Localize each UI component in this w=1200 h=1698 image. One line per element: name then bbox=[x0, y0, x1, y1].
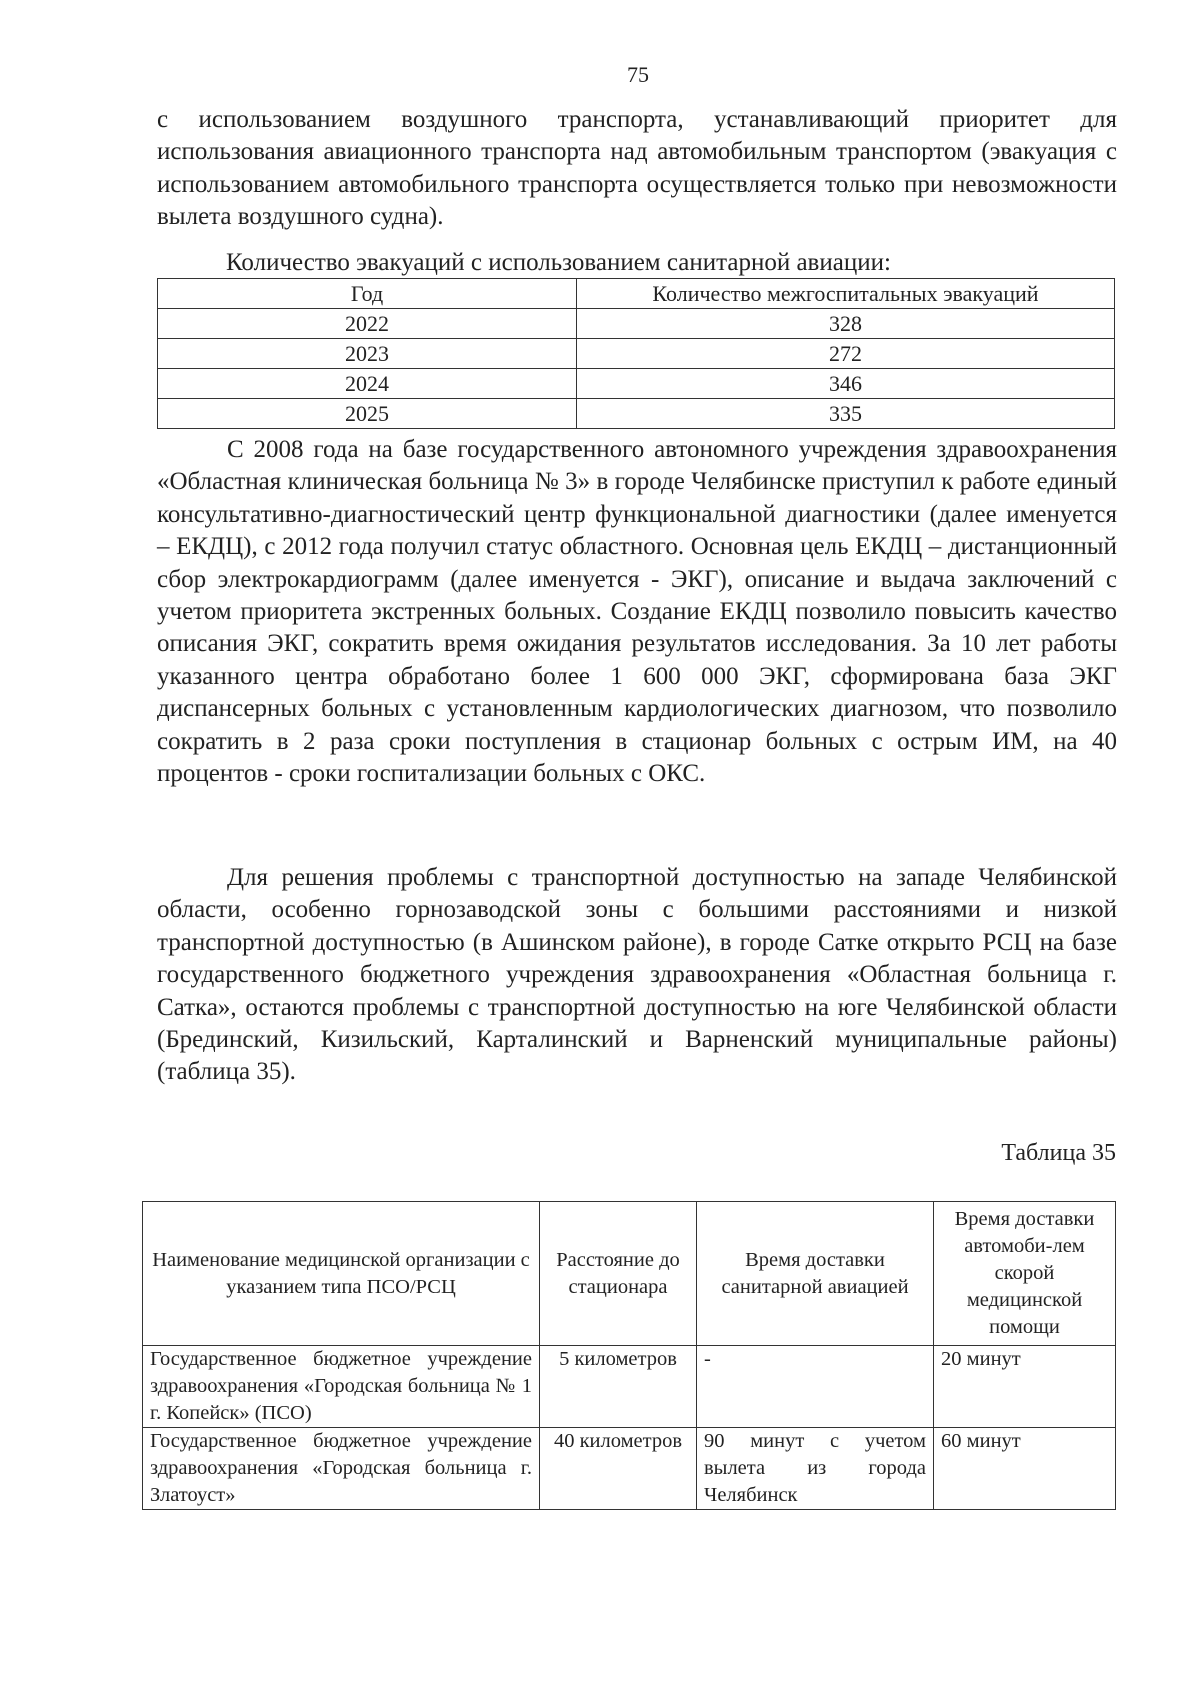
header-air-delivery-time: Время доставки санитарной авиацией bbox=[697, 1202, 934, 1346]
table-row bbox=[158, 309, 1115, 339]
evacuation-table bbox=[157, 278, 1115, 429]
evacuation-table-caption: Количество эвакуаций с использованием санитарной авиации: bbox=[226, 249, 891, 276]
distance-cell: 40 километров bbox=[540, 1428, 697, 1510]
ekdc-paragraph: С 2008 года на базе государственного автономного учреждения здравоохранения «Областная клиническая больница № 3» в городе Челябинске приступил к работе единый консультативно-диагностический центр функциональной диагностики (далее именуется – ЕКДЦ), с 2012 года получил статус областного. Основная цель ЕКДЦ – дистанционный сбор электрокардиограмм (далее именуется - ЭКГ), описание и выдача заключений с учетом приоритета экстренных больных. Создание ЕКДЦ позволило повысить качество описания ЭКГ, сократить время ожидания результатов исследования. За 10 лет работы указанного центра обработано более 1 600 000 ЭКГ, сформирована база ЭКГ диспансерных больных с установленным кардиологических диагнозом, что позволило сократить в 2 раза сроки поступления в стационар больных с острым ИМ, на 40 процентов - сроки госпитализации больных с ОКС. bbox=[157, 436, 1117, 788]
ambulance-delivery-cell: 60 минут bbox=[934, 1428, 1116, 1510]
air-delivery-text-last-line: Челябинск bbox=[704, 1484, 798, 1506]
organization-cell bbox=[143, 1346, 540, 1428]
table-row bbox=[143, 1346, 1116, 1428]
air-delivery-cell: - bbox=[697, 1346, 934, 1428]
header-organization: Наименование медицинской организации с указанием типа ПСО/РСЦ bbox=[143, 1202, 540, 1346]
table-35-label: Таблица 35 bbox=[1001, 1140, 1116, 1166]
count-cell: 272 bbox=[577, 339, 1115, 369]
table-35 bbox=[142, 1201, 1116, 1510]
header-ambulance-delivery-time: Время доставки автомоби-лем скорой медицинской помощи bbox=[934, 1202, 1116, 1346]
air-delivery-text: 90 минут с учетом вылета из города bbox=[704, 1430, 926, 1479]
table-row bbox=[158, 369, 1115, 399]
count-cell: 346 bbox=[577, 369, 1115, 399]
table-header-row bbox=[143, 1202, 1116, 1346]
year-cell: 2022 bbox=[158, 309, 577, 339]
distance-cell: 5 километров bbox=[540, 1346, 697, 1428]
table-header-row bbox=[158, 279, 1115, 309]
transport-paragraph: Для решения проблемы с транспортной доступностью на западе Челябинской области, особенно горнозаводской зоны с большими расстояниями и низкой транспортной доступностью (в Ашинском районе), в городе Сатке открыто РСЦ на базе государственного бюджетного учреждения здравоохранения «Областная больница г. Сатка», остаются проблемы с транспортной доступностью на юге Челябинской области (Брединский, Кизильский, Карталинский и Варненский муниципальные районы) (таблица 35). bbox=[157, 864, 1117, 1086]
ambulance-delivery-cell: 20 минут bbox=[934, 1346, 1116, 1428]
intro-paragraph: с использованием воздушного транспорта, устанавливающий приоритет для использования авиационного транспорта над автомобильным транспортом (эвакуация с использованием автомобильного транспорта осуществляется только при невозможности вылета воздушного судна). bbox=[157, 106, 1117, 231]
table-row bbox=[158, 339, 1115, 369]
organization-text: Государственное бюджетное учреждение здравоохранения «Городская больница № 1 bbox=[150, 1348, 532, 1397]
year-cell: 2025 bbox=[158, 399, 577, 429]
year-cell: 2023 bbox=[158, 339, 577, 369]
page-number: 75 bbox=[627, 62, 649, 87]
header-year: Год bbox=[158, 279, 577, 309]
count-cell: 335 bbox=[577, 399, 1115, 429]
header-distance: Расстояние до стационара bbox=[540, 1202, 697, 1346]
table-row bbox=[143, 1428, 1116, 1510]
table-row bbox=[158, 399, 1115, 429]
air-delivery-cell bbox=[697, 1428, 934, 1510]
count-cell: 328 bbox=[577, 309, 1115, 339]
year-cell: 2024 bbox=[158, 369, 577, 399]
organization-text-last-line: г. Копейск» (ПСО) bbox=[150, 1402, 312, 1424]
header-evacuation-count: Количество межгоспитальных эвакуаций bbox=[577, 279, 1115, 309]
organization-cell: Государственное бюджетное учреждение здравоохранения «Городская больница г. Златоуст» bbox=[143, 1428, 540, 1510]
